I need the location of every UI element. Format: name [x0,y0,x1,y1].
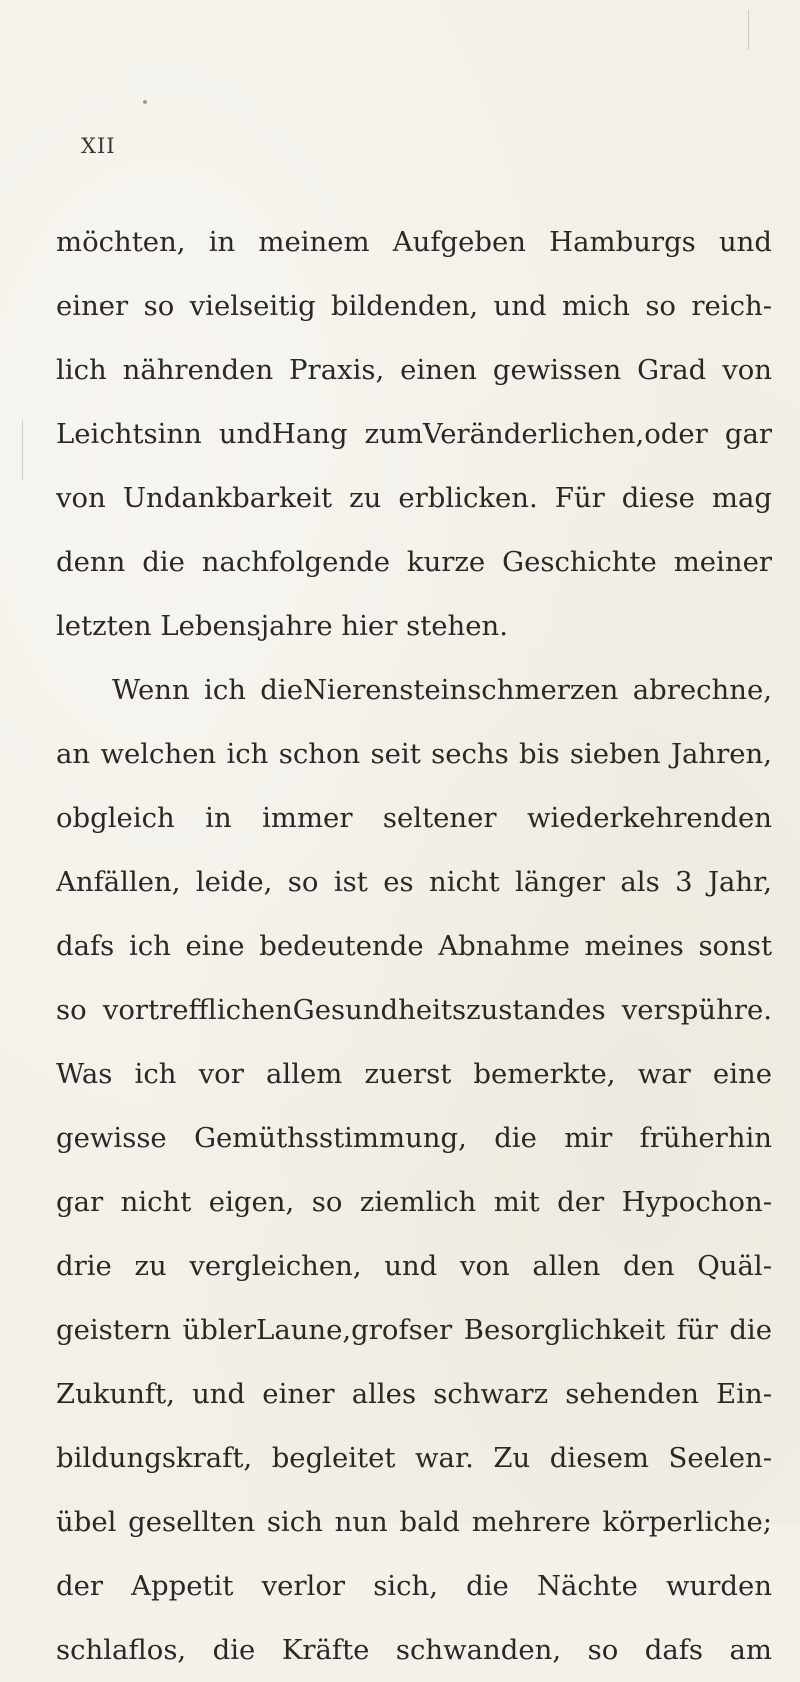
text-line: Was ich vor allem zuerst bemerkte, war eine [56,1058,772,1090]
text-line: letzten Lebensjahre hier stehen. [56,610,508,642]
text-line: gewisse Gemüthsstimmung, die mir früherhin [56,1122,772,1154]
text-line: drie zu vergleichen, und von allen den Quäl- [56,1250,772,1282]
page-number: XII [81,134,116,158]
paper-scratch [748,10,749,50]
text-line: schlaflos, die Kräfte schwanden, so dafs am [56,1634,772,1666]
paper-scratch [22,420,23,480]
text-line: übel gesellten sich nun bald mehrere körperliche; [56,1506,772,1538]
text-line: gar nicht eigen, so ziemlich mit der Hypochon- [56,1186,772,1218]
text-line: einer so vielseitig bildenden, und mich so reich- [56,290,772,322]
text-line: von Undankbarkeit zu erblicken. Für diese mag [56,482,772,514]
text-line: Wenn ich dieNierensteinschmerzen abrechne, [112,674,772,706]
text-line: an welchen ich schon seit sechs bis sieben Jahren, [56,738,772,770]
text-line: der Appetit verlor sich, die Nächte wurden [56,1570,772,1602]
text-line: möchten, in meinem Aufgeben Hamburgs und [56,226,772,258]
text-line: Anfällen, leide, so ist es nicht länger als 3 Jahr, [56,866,772,898]
text-line: lich nährenden Praxis, einen gewissen Grad von [56,354,772,386]
text-line: geistern üblerLaune,grofser Besorglichkeit für die [56,1314,772,1346]
text-line: obgleich in immer seltener wiederkehrenden [56,802,772,834]
ink-speck [143,100,147,104]
text-line: denn die nachfolgende kurze Geschichte meiner [56,546,772,578]
body-text [56,210,772,1682]
text-line: bildungskraft, begleitet war. Zu diesem Seelen- [56,1442,772,1474]
text-line: dafs ich eine bedeutende Abnahme meines sonst [56,930,772,962]
text-line: Leichtsinn undHang zumVeränderlichen,oder gar [56,418,772,450]
text-line: Zukunft, und einer alles schwarz sehenden Ein- [56,1378,772,1410]
text-line: so vortrefflichenGesundheitszustandes verspühre. [56,994,772,1026]
